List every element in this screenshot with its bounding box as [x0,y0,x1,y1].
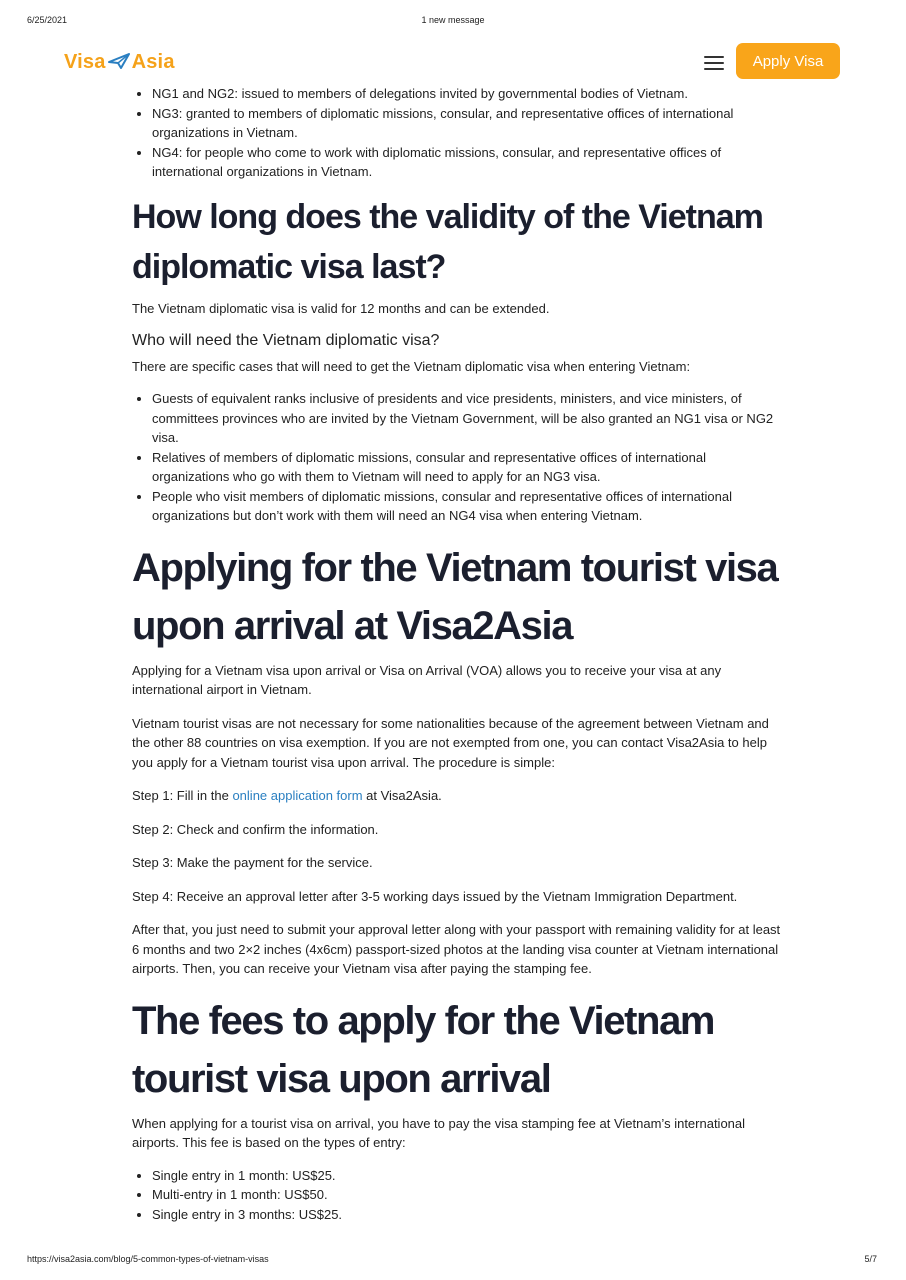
visa2asia-logo[interactable] [64,51,175,74]
list-item: • NG1 and NG2: issued to members of delegations invited by governmental bodies of Vietnam. [152,84,782,104]
heading-fees: The fees to apply for the Vietnam tourist visa upon arrival [132,998,715,1101]
online-application-form-link[interactable]: online application form [232,788,363,803]
fees-list [132,1166,782,1225]
paragraph-who-needs: There are specific cases that will need to get the Vietnam diplomatic visa when entering Vietnam: [132,358,691,374]
paragraph-after: After that, you just need to submit your approval letter along with your passport with remaining validity for at least 6 months and two 2×2 inches (4x6cm) passport-sized photos at the landing visa counter at Vietnam international airports. Then, you can receive your Vietnam visa after paying the stamping fee. [132,922,781,976]
paragraph-validity: The Vietnam diplomatic visa is valid for 12 months and can be extended. [132,300,550,316]
print-page-number: 5/7 [864,1254,877,1264]
list-item: • Single entry in 1 month: US$25. [152,1166,782,1186]
logo-text-right: Asia [131,51,175,73]
paragraph-apply-exemption: Vietnam tourist visas are not necessary for some nationalities because of the agreement between Vietnam and the other 88 countries on visa exemption. If you are not exempted from one, you can contact Visa2Asia to help you apply for a Vietnam tourist visa upon arrival. The procedure is simple: [132,715,769,770]
print-date: 6/25/2021 [27,15,68,25]
list-item: • Single entry in 3 months: US$25. [152,1205,782,1225]
list-item: • People who visit members of diplomatic missions, consular and representative offices of international organizations but don’t work with them will need an NG4 visa when entering Vietnam. [152,487,782,526]
step-1 [132,786,782,806]
print-url: https://visa2asia.com/blog/5-common-types-of-vietnam-visas [27,1254,269,1264]
apply-visa-button[interactable]: Apply Visa [736,43,840,79]
list-item: • Guests of equivalent ranks inclusive of presidents and vice presidents, ministers, and vice ministers, of committees provinces who are invited by the Vietnam Government, will be also granted an NG1 visa or NG2 visa. [152,389,782,448]
list-item: • Multi-entry in 1 month: US$50. [152,1185,782,1205]
hamburger-menu-icon[interactable] [704,56,724,70]
paragraph-apply-intro: Applying for a Vietnam visa upon arrival or Visa on Arrival (VOA) allows you to receive your visa at any international airport in Vietnam. [132,662,722,697]
heading-applying: Applying for the Vietnam tourist visa upon arrival at Visa2Asia [132,545,778,648]
paper-plane-2-icon [107,52,131,70]
logo-text-left: Visa [64,51,106,73]
who-needs-list [132,389,782,526]
step-1-suffix: at Visa2Asia. [362,788,442,803]
step-1-prefix: Step 1: Fill in the [132,788,233,803]
list-item: • NG4: for people who come to work with diplomatic missions, consular, and representative offices of international organizations in Vietnam. [152,143,782,182]
paragraph-fees: When applying for a tourist visa on arrival, you have to pay the visa stamping fee at Vietnam’s international airports. This fee is based on the types of entry: [132,1115,746,1150]
list-item: • NG3: granted to members of diplomatic missions, consular, and representative offices of international organizations in Vietnam. [152,104,782,143]
step-3: Step 3: Make the payment for the service. [132,855,373,870]
step-2: Step 2: Check and confirm the information. [132,821,379,837]
list-item: • Relatives of members of diplomatic missions, consular and representative offices of international organizations who go with them to Vietnam will need to apply for an NG3 visa. [152,448,782,487]
site-header [0,40,906,86]
step-4: Step 4: Receive an approval letter after 3-5 working days issued by the Vietnam Immigration Department. [132,888,738,904]
ng-visa-list [132,84,782,182]
print-header [0,15,906,29]
print-title: 1 new message [421,15,485,25]
heading-who-needs: Who will need the Vietnam diplomatic visa? [132,332,440,349]
heading-validity: How long does the validity of the Vietnam diplomatic visa last? [132,197,763,286]
article-content [132,84,782,1224]
